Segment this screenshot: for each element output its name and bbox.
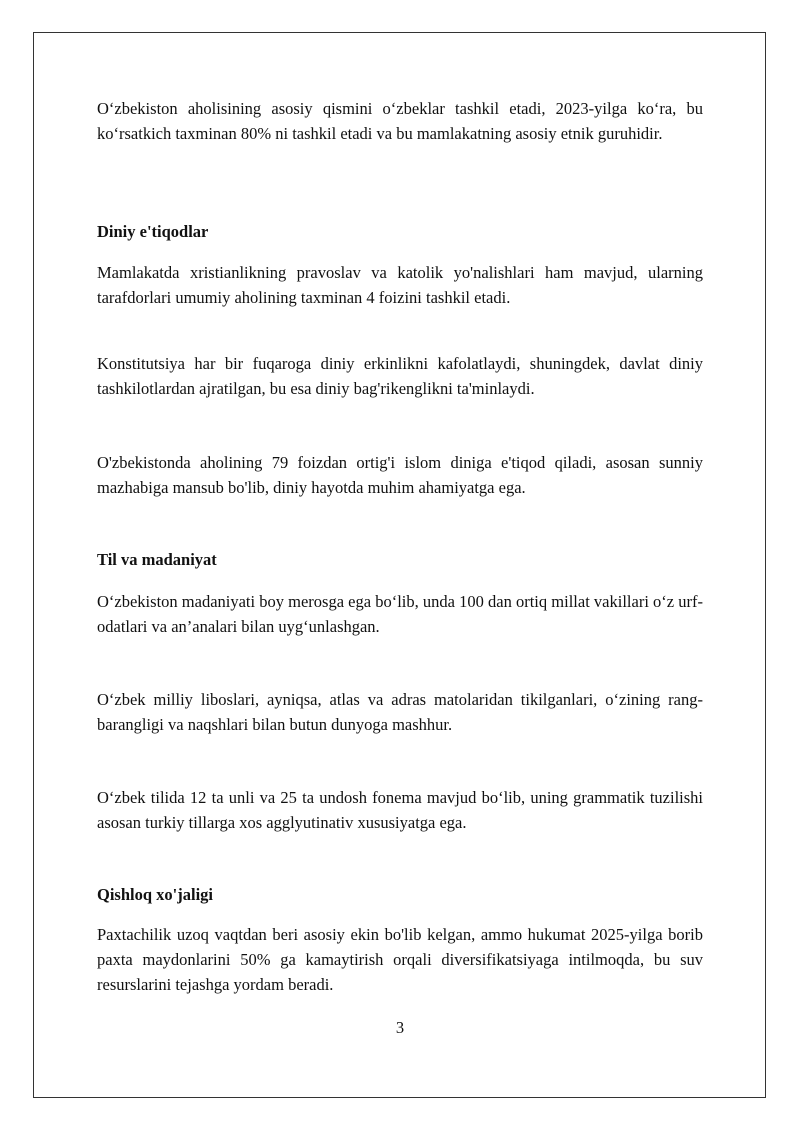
paragraph-ethnic-composition: O‘zbekiston aholisining asosiy qismini o‘zbeklar tashkil etadi, 2023-yilga ko‘ra, bu ko‘rsatkich taxminan 80% ni tashkil etadi va bu mamlakatning asosiy etnik guruhidir. [97, 99, 703, 143]
heading-language-culture: Til va madaniyat [97, 550, 217, 569]
heading-religious-beliefs: Diniy e'tiqodlar [97, 222, 209, 241]
paragraph-islam: O'zbekistonda aholining 79 foizdan ortig'i islom diniga e'tiqod qiladi, asosan sunniy mazhabiga mansub bo'lib, diniy hayotda muhim ahamiyatga ega. [97, 453, 703, 497]
paragraph-christianity: Mamlakatda xristianlikning pravoslav va katolik yo'nalishlari ham mavjud, ularning tarafdorlari umumiy aholining taxminan 4 foizini tashkil etadi. [97, 263, 703, 307]
paragraph-national-clothing: O‘zbek milliy liboslari, ayniqsa, atlas va adras matolaridan tikilganlari, o‘zining rang-barangligi va naqshlari bilan butun dunyoga mashhur. [97, 690, 703, 734]
page-number: 3 [395, 1018, 405, 1037]
paragraph-culture-heritage: O‘zbekiston madaniyati boy merosga ega bo‘lib, unda 100 dan ortiq millat vakillari o‘z urf-odatlari va an’analari bilan uyg‘unlashgan. [97, 592, 703, 636]
paragraph-constitution: Konstitutsiya har bir fuqaroga diniy erkinlikni kafolatlaydi, shuningdek, davlat diniy tashkilotlardan ajratilgan, bu esa diniy bag'rikenglikni ta'minlaydi. [97, 354, 703, 398]
paragraph-uzbek-language: O‘zbek tilida 12 ta unli va 25 ta undosh fonema mavjud bo‘lib, uning grammatik tuzilishi asosan turkiy tillarga xos agglyutinativ xususiyatga ega. [97, 788, 703, 832]
paragraph-cotton-farming: Paxtachilik uzoq vaqtdan beri asosiy ekin bo'lib kelgan, ammo hukumat 2025-yilga borib paxta maydonlarini 50% ga kamaytirish orqali diversifikatsiyaga intilmoqda, bu suv resurslarini tejashga yordam beradi. [97, 925, 703, 994]
heading-agriculture: Qishloq xo'jaligi [97, 885, 213, 904]
